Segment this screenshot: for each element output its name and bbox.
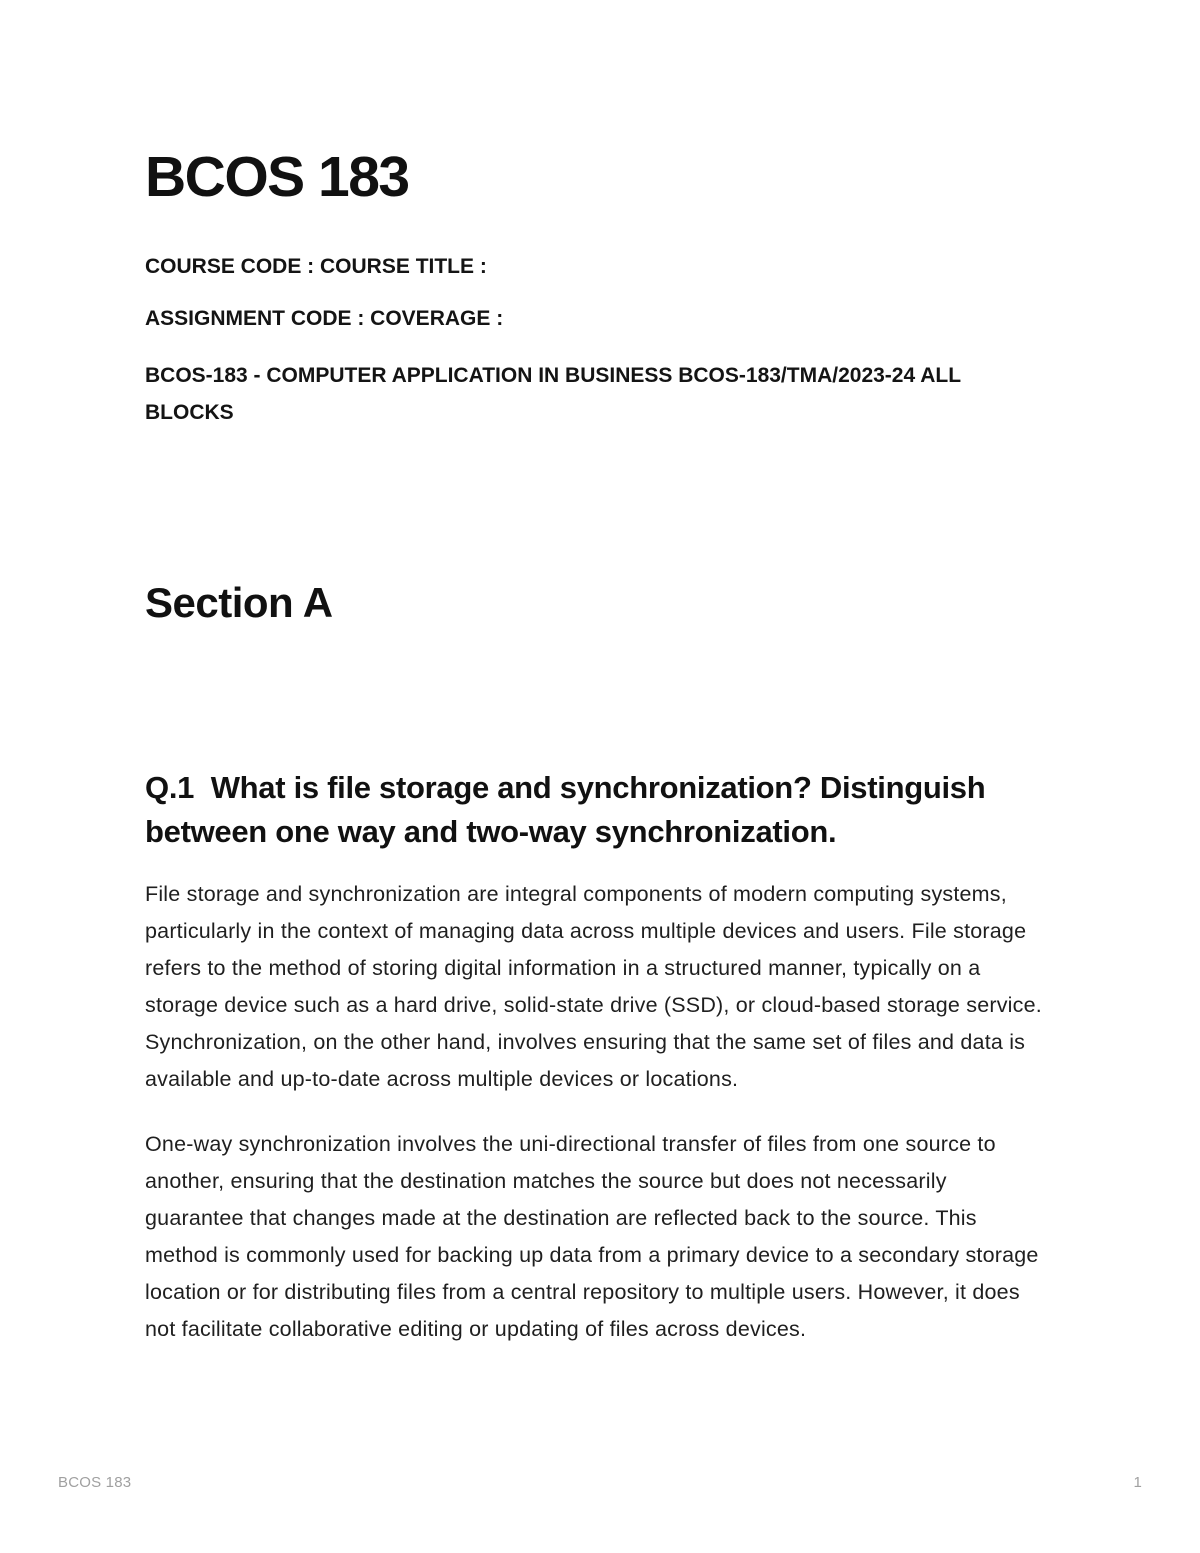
page-title: BCOS 183: [145, 145, 409, 209]
course-code-line: COURSE CODE : COURSE TITLE :: [145, 254, 487, 278]
section-heading: Section A: [145, 579, 333, 627]
answer-paragraph-1: File storage and synchronization are integral components of modern computing systems, particularly in the context of managing data across multiple devices and users. File storage refers to the method of storing digital information in a structured manner, typically on a storage device such as a hard drive, solid-state drive (SSD), or cloud-based storage service. Synchronization, on the other hand, involves ensuring that the same set of files and data is available and up-to-date across multiple devices or locations.: [145, 881, 1042, 1091]
assignment-code-line: ASSIGNMENT CODE : COVERAGE :: [145, 306, 504, 330]
page-footer: [58, 1474, 1142, 1491]
question-heading: Q.1 What is file storage and synchronization? Distinguish between one way and two-way synchronization.: [145, 769, 994, 849]
footer-doc-name: BCOS 183: [58, 1474, 132, 1491]
course-description-line: BCOS-183 - COMPUTER APPLICATION IN BUSINESS BCOS-183/TMA/2023-24 ALL BLOCKS: [145, 364, 961, 425]
footer-page-number: 1: [1133, 1474, 1142, 1491]
answer-paragraph-2: One-way synchronization involves the uni-directional transfer of files from one source to another, ensuring that the destination matches the source but does not necessarily guarantee that changes made at the destination are reflected back to the source. This method is commonly used for backing up data from a primary device to a secondary storage location or for distributing files from a central repository to multiple users. However, it does not facilitate collaborative editing or updating of files across devices.: [145, 1131, 1039, 1341]
